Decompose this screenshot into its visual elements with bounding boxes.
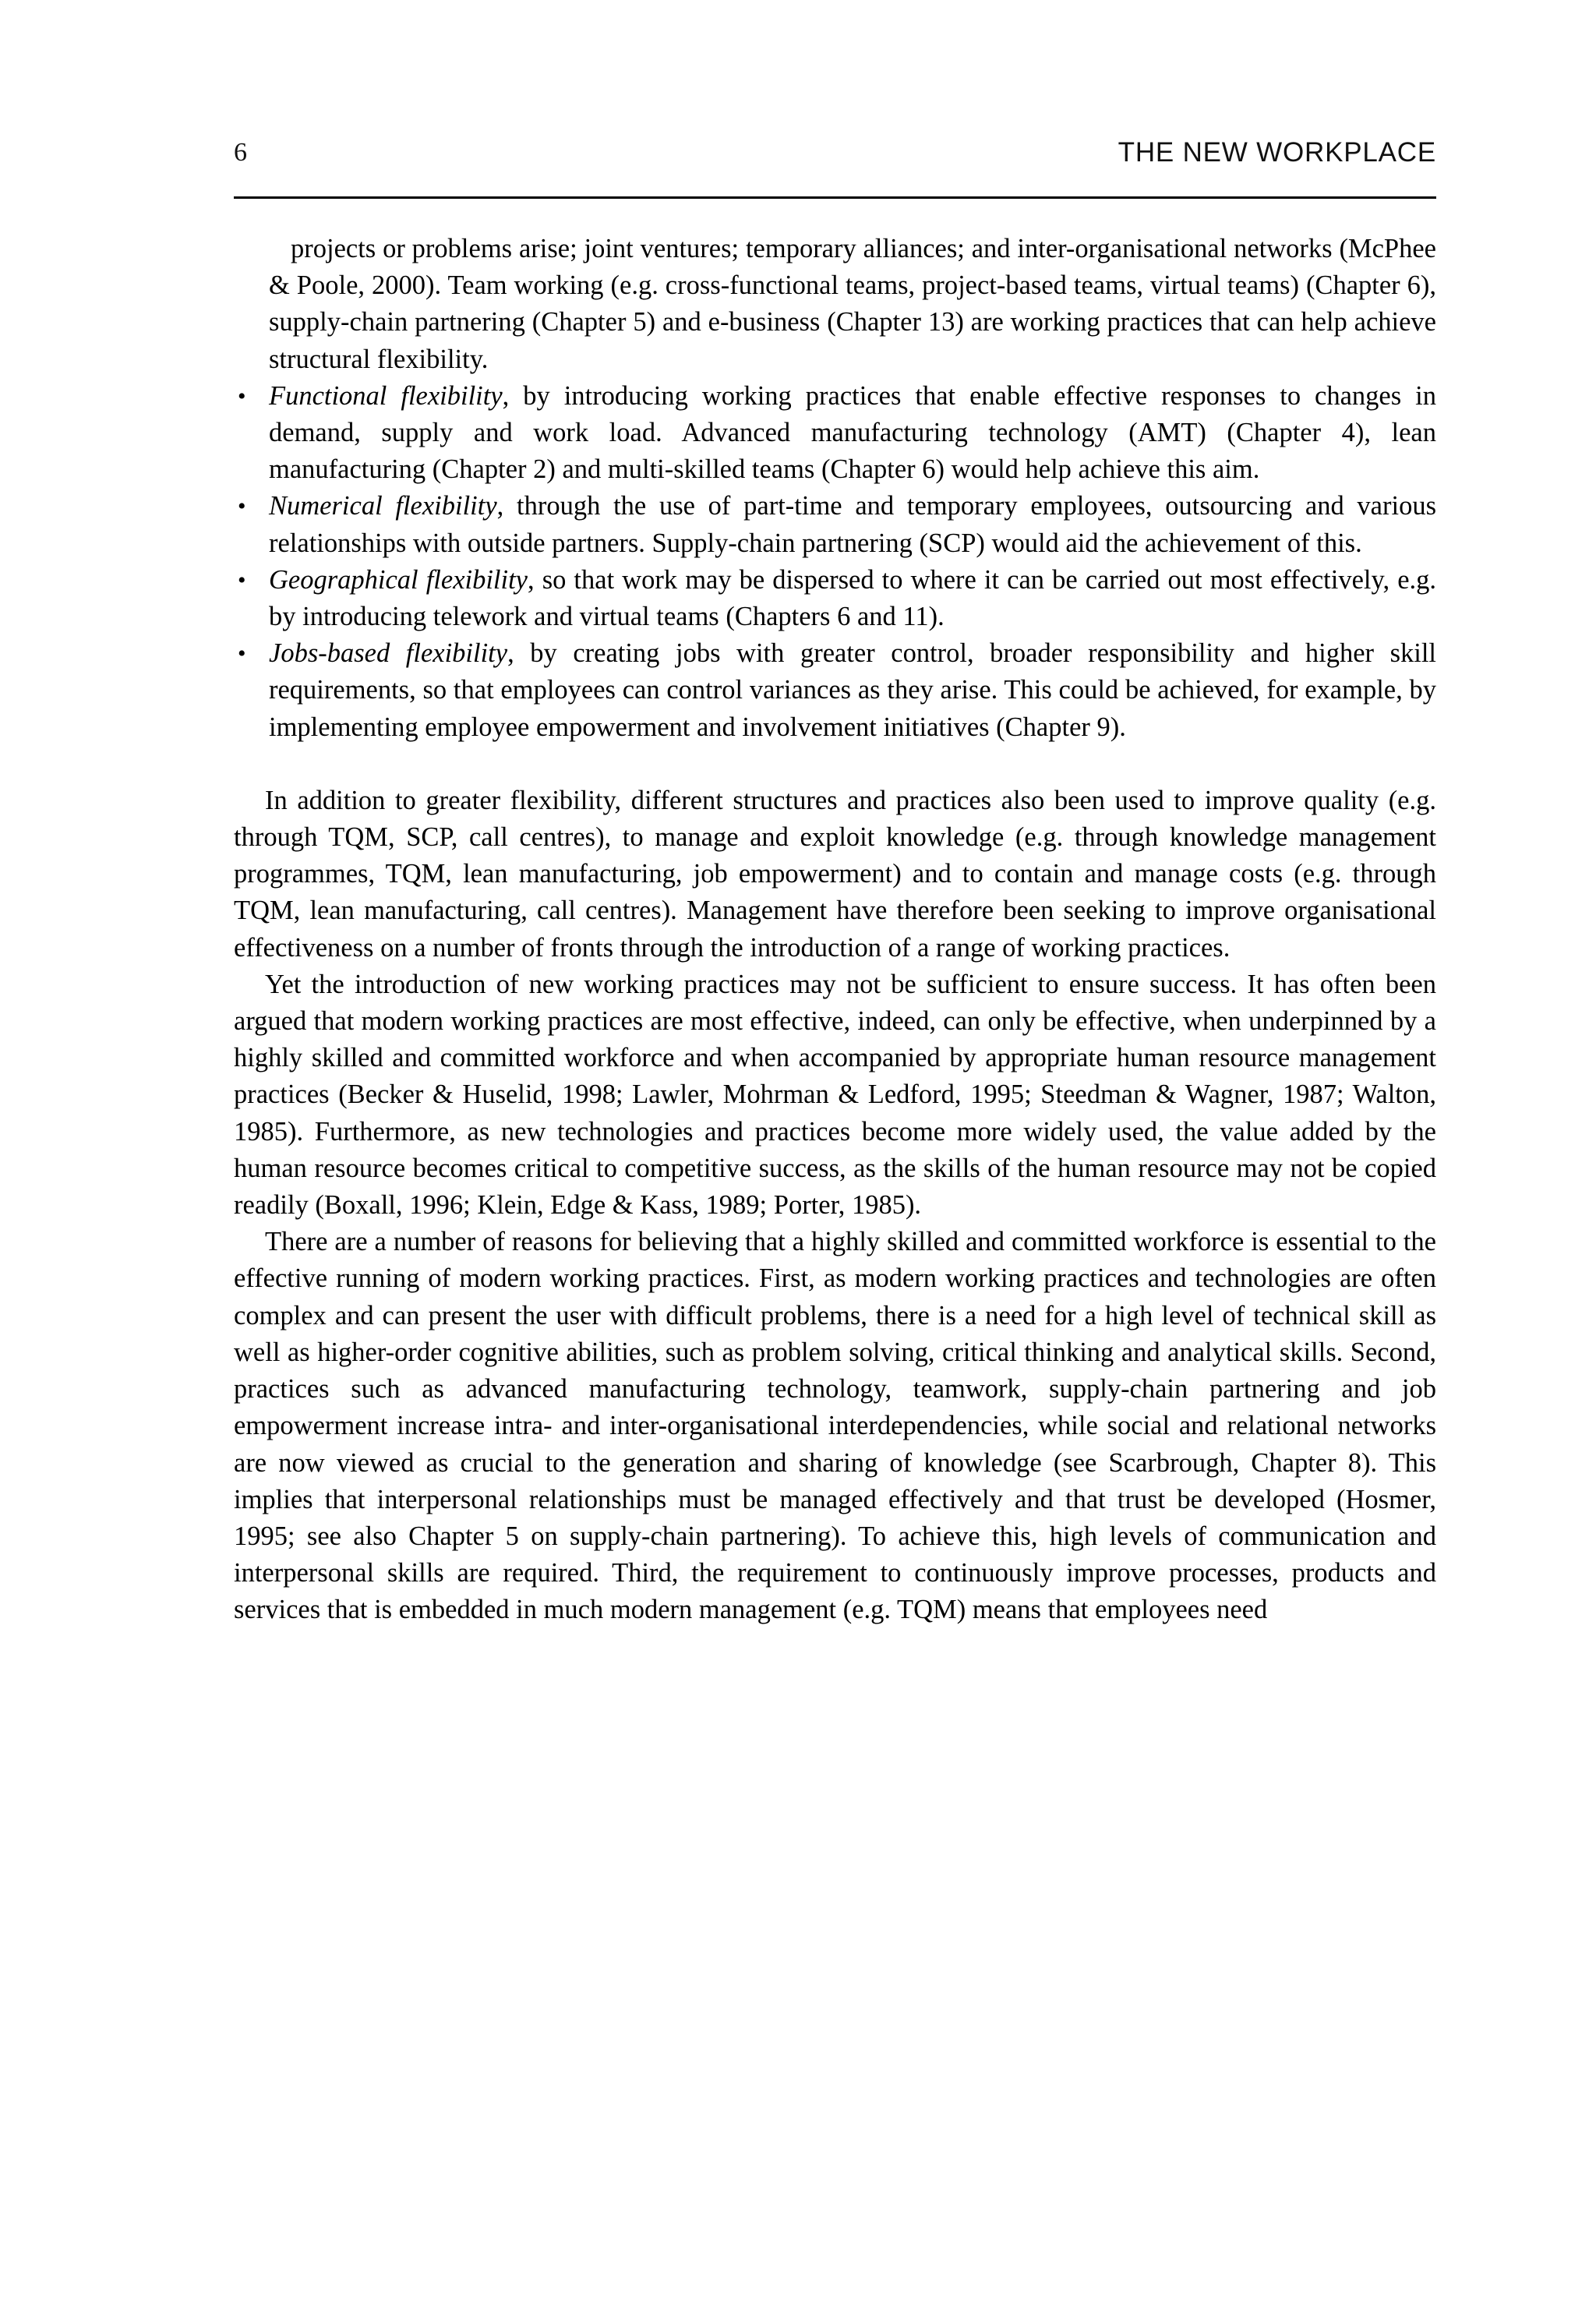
list-item — [238, 378, 1436, 489]
page-content — [234, 231, 1436, 1629]
running-head — [234, 139, 1436, 166]
list-item — [238, 562, 1437, 635]
list-item-term: Jobs-based flexibility — [269, 638, 508, 669]
paragraph-reasons: There are a number of reasons for believing that a highly skilled and committed workforce is essential to the effective running of modern working practices. First, as modern working practices and technologies are often complex and can present the user with difficult problems, there is a need for a high level of technical skill as well as higher-order cognitive abilities, such as problem solving, critical thinking and analytical skills. Second, practices such as advanced manufacturing technology, teamwork, supply-chain partnering and job empowerment increase intra- and inter-organisational interdependencies, while social and relational networks are now viewed as crucial to the generation and sharing of knowledge (see Scarbrough, Chapter 8). This implies that interpersonal relationships must be managed effectively and that trust be developed (Hosmer, 1995; see also Chapter 5 on supply-chain partnering). To achieve this, high levels of communication and interpersonal skills are required. Third, the requirement to continuously improve processes, products and services that is embedded in much modern management (e.g. TQM) means that employees need — [234, 1227, 1436, 1625]
page-number: 6 — [234, 138, 247, 167]
list-item-term: Numerical flexibility — [269, 491, 497, 521]
list-item-text: , by introducing working practices that enable effective responses to changes in demand, supply and work load. Advanced manufacturing technology (AMT) (Chapter 4), lean manufacturing (Chapter 2) and multi-skilled teams (Chapter 6) would help achieve this aim. — [269, 380, 1436, 485]
paragraph-addition: In addition to greater flexibility, different structures and practices also been used to improve quality (e.g. through TQM, SCP, call centres), to manage and exploit knowledge (e.g. through knowledge management programmes, TQM, lean manufacturing, job empowerment) and to contain and manage costs (e.g. through TQM, lean manufacturing, call centres). Management have therefore been seeking to improve organisational effectiveness on a number of fronts through the introduction of a range of working practices. — [234, 785, 1436, 963]
list-item-text: , by creating jobs with greater control, broader responsibility and higher skill requirements, so that employees can control variances as they arise. This could be achieved, for example, by implementing employee empowerment and involvement initiatives (Chapter 9). — [269, 638, 1436, 742]
list-item-term: Functional flexibility — [269, 380, 503, 411]
running-title: THE NEW WORKPLACE — [1118, 137, 1436, 168]
header-rule — [234, 196, 1436, 199]
list-item-term: Geographical flexibility — [269, 564, 528, 595]
list-item — [238, 635, 1436, 746]
bullet-icon: • — [238, 567, 246, 593]
list-item-text: , through the use of part-time and temporary employees, outsourcing and various relationships with outside partners. Supply-chain partnering (SCP) would aid the achievement of this. — [269, 491, 1436, 558]
flexibility-list — [234, 378, 1436, 746]
bullet-icon: • — [238, 383, 246, 409]
paragraph-yet: Yet the introduction of new working practices may not be sufficient to ensure success. It has often been argued that modern working practices are most effective, indeed, can only be effective, when underpinned by a highly skilled and committed workforce and when accompanied by appropriate human resource management practices (Becker & Huselid, 1998; Lawler, Mohrman & Ledford, 1995; Steedman & Wagner, 1987; Walton, 1985). Furthermore, as new technologies and practices become more widely used, the value added by the human resource becomes critical to competitive success, as the skills of the human resource may not be copied readily (Boxall, 1996; Klein, Edge & Kass, 1989; Porter, 1985). — [234, 969, 1436, 1221]
bullet-icon: • — [238, 493, 246, 520]
list-item-text: , so that work may be dispersed to where it can be carried out most effectively, e.g. by introducing telework and virtual teams (Chapters 6 and 11). — [269, 564, 1437, 632]
paragraph-continuation: projects or problems arise; joint ventures; temporary alliances; and inter-organisational networks (McPhee & Poole, 2000). Team working (e.g. cross-functional teams, project-based teams, virtual teams) (Chapter 6), supply-chain partnering (Chapter 5) and e-business (Chapter 13) are working practices that can help achieve structural flexibility. — [269, 234, 1436, 374]
bullet-icon: • — [238, 641, 246, 667]
list-item — [238, 488, 1436, 561]
